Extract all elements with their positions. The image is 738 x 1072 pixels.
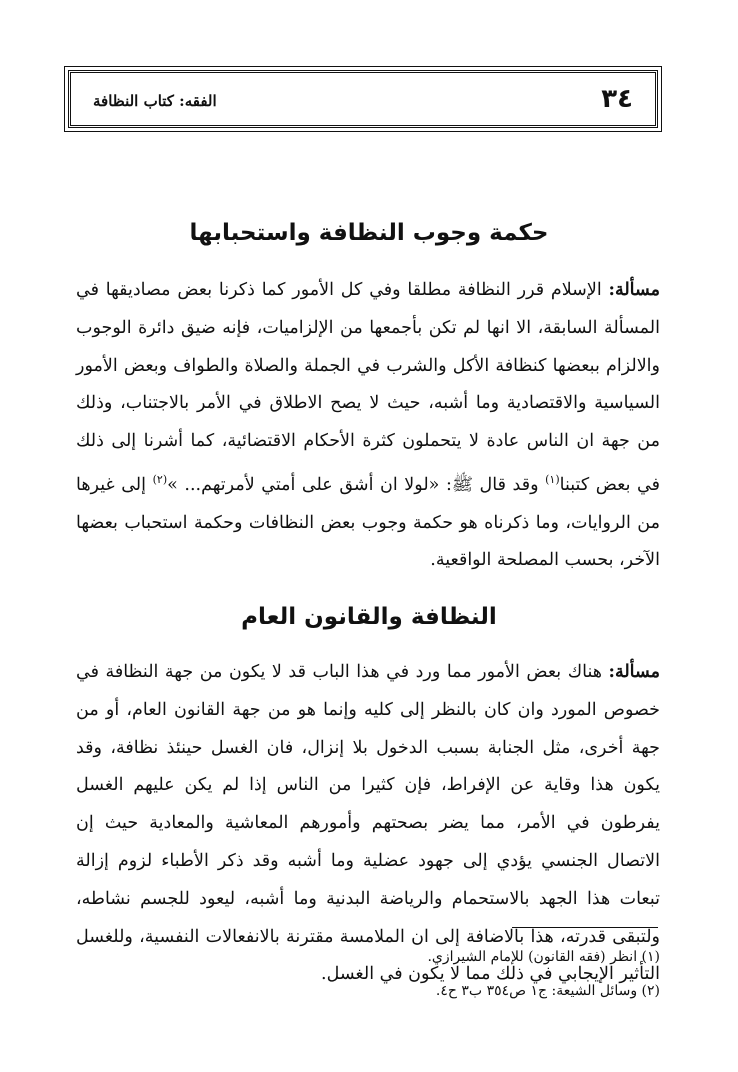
issue-label: مسألة: [608, 662, 660, 682]
section-heading-cleanliness-and-law: النظافة والقانون العام [241, 604, 497, 630]
footnotes [76, 940, 660, 1008]
paragraph-text-part-b: وقد قال ﷺ: «لولا ان أشق على أمتي لأمرتهم... » [167, 474, 546, 495]
footnote-divider [512, 927, 658, 928]
page-number: ٣٤ [601, 84, 633, 114]
running-title: الفقه: كتاب النظافة [93, 92, 217, 110]
section-heading-wisdom-of-cleanliness: حكمة وجوب النظافة واستحبابها [189, 220, 549, 246]
issue-label: مسألة: [608, 280, 660, 300]
running-header [68, 70, 658, 128]
footnote-ref-1[interactable]: (١) [545, 472, 560, 486]
footnote-1: (١) انظر (فقه القانون) للإمام الشيرازي. [427, 949, 660, 965]
footnote-2: (٢) وسائل الشيعة: ج١ ص٣٥٤ ب٣ ح٤. [435, 983, 660, 999]
paragraph-text-part-a: الإسلام قرر النظافة مطلقا وفي كل الأمور كما ذكرنا بعض مصاديقها في المسألة السابقة، الا انها لم تكن بأجمعها من الإلزاميات، فإنه ضيق دائرة الوجوب والالزام ببعضها كنظافة الأكل والشرب في الجملة والصلاة والطواف وبعض الأمور السياسية والاقتصادية وما أشبه، حيث لا يصح الاطلاق في الأمر بالاجتناب، وذلك من جهة ان الناس عادة لا يتحملون كثرة الأحكام الاقتضائية، كما أشرنا إلى ذلك في بعض كتبنا [76, 280, 661, 495]
paragraph-text-part-c: إلى غيرها من الروايات، وما ذكرناه هو حكمة وجوب بعض النظافات وحكمة استحباب بعضها الآخر، بحسب المصلحة الواقعية. [76, 474, 660, 571]
paragraph-text: هناك بعض الأمور مما ورد في هذا الباب قد لا يكون من جهة النظافة في خصوص المورد وان كان بالنظر إلى كليه وإنما هو من جهة القانون العام، أو من جهة أخرى، مثل الجنابة بسبب الدخول بلا إنزال، فان الغسل حينئذ نظافة، وقد يكون هذا وقاية عن الإفراط، فإن كثيرا من الناس إذا لم يكن عليهم الغسل يفرطون في الأمر، مما يضر بصحتهم وأمورهم المعاشية والمعادية حيث إن الاتصال الجنسي يؤدي إلى جهود عضلية وما أشبه وقد ذكر الأطباء لزوم إزالة تبعات هذا الجهد بالاستحمام والرياضة البدنية وما أشبه، ليعود للجسم نشاطه، ولتبقى قدرته، هذا بالاضافة إلى ان الملامسة مقترنة بالانفعالات النفسية، وللغسل التأثير الإيجابي في ذلك مما لا يكون في الغسل. [76, 662, 660, 985]
footnote-ref-2[interactable]: (٢) [152, 472, 168, 486]
paragraph-wisdom-of-cleanliness [76, 272, 660, 580]
